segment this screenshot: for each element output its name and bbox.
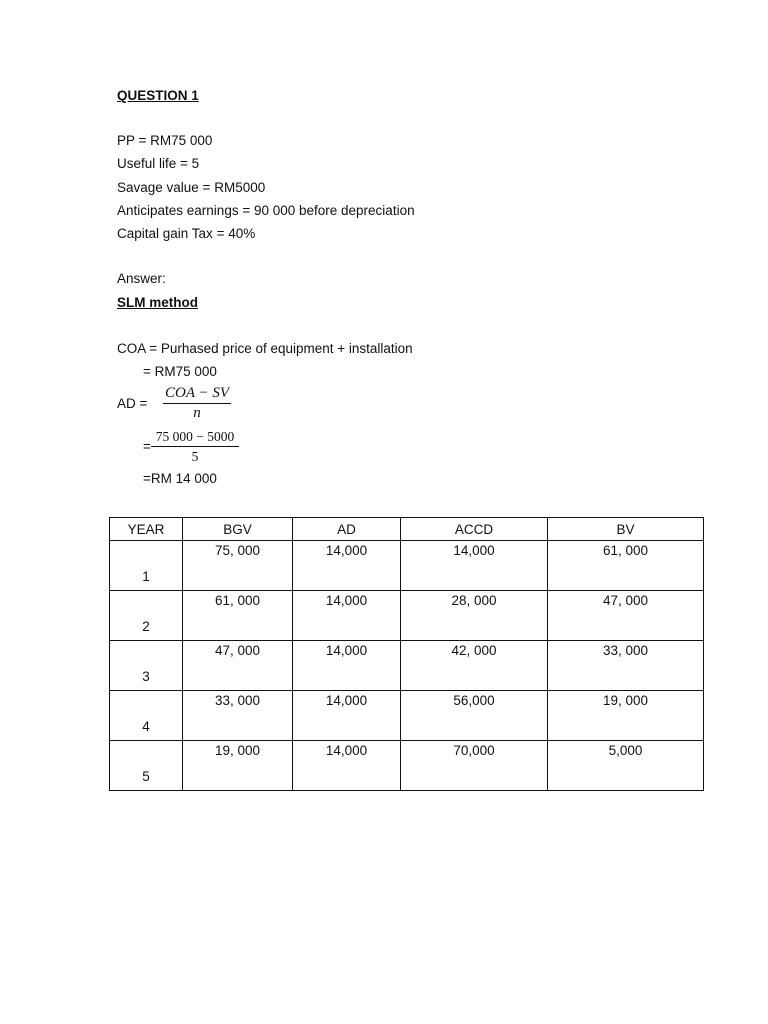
cell-bv: 5,000 (548, 741, 704, 791)
cell-accd: 28, 000 (401, 591, 548, 641)
fraction-bar (163, 403, 231, 404)
given-useful-life: Useful life = 5 (117, 156, 200, 171)
method-heading: SLM method (117, 295, 198, 310)
given-salvage-value: Savage value = RM5000 (117, 180, 266, 195)
coa-value: = RM75 000 (143, 364, 217, 379)
cell-ad: 14,000 (293, 541, 401, 591)
header-accd: ACCD (401, 518, 548, 541)
cell-ad: 14,000 (293, 591, 401, 641)
cell-accd: 56,000 (401, 691, 548, 741)
equals-sign: = (143, 439, 151, 454)
coa-definition: COA = Purhased price of equipment + installation (117, 341, 413, 356)
formula-numerator: COA − SV (164, 385, 229, 401)
given-tax-rate: Capital gain Tax = 40% (117, 226, 256, 241)
substituted-numerator: 75 000 − 5000 (155, 429, 235, 444)
table-row (110, 541, 704, 591)
header-ad: AD (293, 518, 401, 541)
given-purchase-price: PP = RM75 000 (117, 133, 213, 148)
cell-bgv: 19, 000 (183, 741, 293, 791)
table-row (110, 741, 704, 791)
cell-year: 1 (110, 541, 183, 591)
table-row (110, 691, 704, 741)
depreciation-table (109, 517, 704, 791)
ad-formula-fraction (163, 385, 231, 422)
cell-bgv: 33, 000 (183, 691, 293, 741)
cell-ad: 14,000 (293, 691, 401, 741)
cell-year: 2 (110, 591, 183, 641)
cell-ad: 14,000 (293, 641, 401, 691)
cell-bv: 47, 000 (548, 591, 704, 641)
answer-label: Answer: (117, 271, 166, 286)
cell-year: 4 (110, 691, 183, 741)
cell-bv: 33, 000 (548, 641, 704, 691)
cell-accd: 42, 000 (401, 641, 548, 691)
header-bv: BV (548, 518, 704, 541)
fraction-bar (151, 446, 239, 447)
table-header-row (110, 518, 704, 541)
cell-ad: 14,000 (293, 741, 401, 791)
table-row (110, 591, 704, 641)
table-row (110, 641, 704, 691)
cell-bgv: 75, 000 (183, 541, 293, 591)
cell-bgv: 61, 000 (183, 591, 293, 641)
cell-bv: 61, 000 (548, 541, 704, 591)
ad-result: =RM 14 000 (143, 471, 217, 486)
substituted-fraction (151, 428, 239, 465)
cell-year: 3 (110, 641, 183, 691)
substituted-denominator: 5 (191, 449, 199, 464)
cell-bv: 19, 000 (548, 691, 704, 741)
cell-year: 5 (110, 741, 183, 791)
ad-label: AD = (117, 396, 148, 411)
header-bgv: BGV (183, 518, 293, 541)
header-year: YEAR (110, 518, 183, 541)
formula-denominator: n (193, 405, 201, 421)
question-heading: QUESTION 1 (117, 88, 199, 103)
cell-accd: 70,000 (401, 741, 548, 791)
cell-bgv: 47, 000 (183, 641, 293, 691)
cell-accd: 14,000 (401, 541, 548, 591)
given-earnings: Anticipates earnings = 90 000 before depreciation (117, 203, 415, 218)
